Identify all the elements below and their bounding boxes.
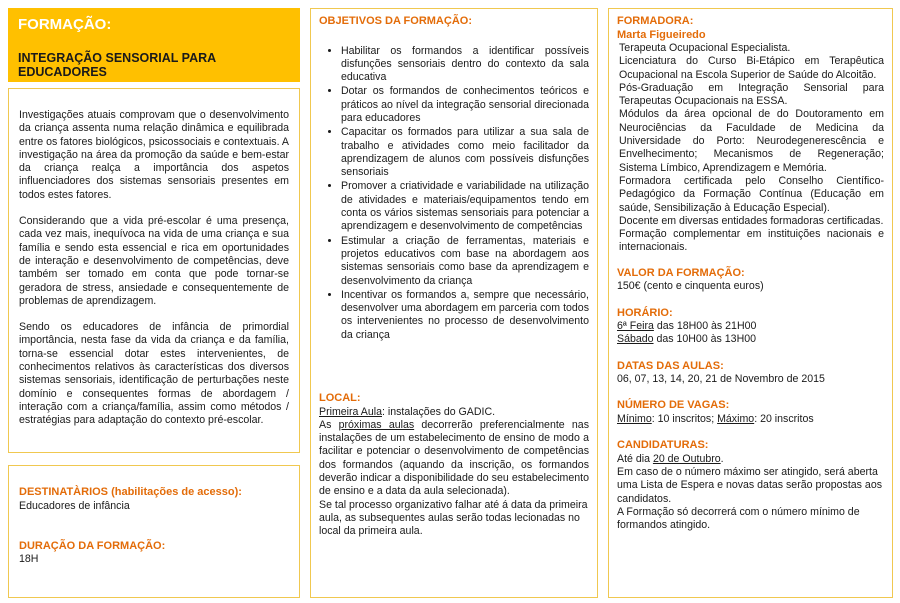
objetivos-list [319,45,589,343]
objectives-local-box [310,8,598,598]
course-header [8,8,300,82]
datas-heading: DATAS DAS AULAS: [617,359,724,372]
duracao-value: 18H [19,553,39,566]
local-next-text: decorrerão preferencialmente nas instalações de um estabelecimento de ensino de modo a facilitar e potenciar o desenvolvimento de competências dos formandos (aquando da inscrição, os formandos deverão indicar a disponibilidade do seu estabelecimento de ensino e a data da aula selecionada). [319,418,589,498]
vagas-max-label: Máximo [717,412,755,425]
candidaturas-waitlist: Em caso de o número máximo ser atingido, será aberta uma Lista de Espera e novas datas serão propostas aos candidatos. [617,466,883,505]
bio-line: Docente em diversas entidades formadoras certificadas. [619,214,884,227]
candidaturas-prefix: Até dia [617,452,653,465]
local-first-label: Primeira Aula [319,405,382,418]
horario-line-1 [617,320,884,333]
audience-duration-box [8,465,300,598]
destinatarios-value: Educadores de infância [19,499,130,512]
intro-box [8,88,300,453]
local-first-text: : instalações do GADIC. [382,405,496,418]
trainer-info-box [608,8,893,598]
header-title: FORMAÇÃO: [18,16,112,33]
bio-line: Terapeuta Ocupacional Especialista. [619,42,791,54]
horario-line-2 [617,333,884,346]
formadora-heading: FORMADORA: [617,15,694,27]
intro-paragraph-2: Considerando que a vida pré-escolar é uma presença, cada vez mais, inequívoca na vida de uma criança e sua família e sendo esta essencial e rica em oportunidades de interação e desenvolvimento de competências, deve também ser tomado em conta que pode tornar-se geradora de stress, ansiedade e consequentemente de problemas de aprendizagem. [19,215,289,307]
local-fallback: Se tal processo organizativo falhar até á data da primeira aula, as subsequentes aulas serão todas lecionadas no local da primeira aula. [319,498,588,538]
duracao-heading: DURAÇÃO DA FORMAÇÃO: [19,539,166,552]
candidaturas-heading: CANDIDATURAS: [617,439,709,452]
vagas-max-value: : 20 inscritos [754,412,814,425]
objetivo-item: • Habilitar os formandos a identificar possíveis disfunções sensoriais dentro do contexto da sala educativa [341,45,589,85]
objetivo-item: • Estimular a criação de ferramentas, materiais e projetos educativos com base na abordagem aos sistemas sensoriais como base da aprendizagem e desenvolvimento da criança [341,235,589,288]
local-first [319,406,589,419]
vagas-min-value: : 10 inscritos; [651,412,718,425]
horario-time-2: das 10H00 às 13H00 [653,333,757,346]
objetivo-item: • Dotar os formandos de conhecimentos teóricos e práticos ao nível da integração sensorial direcionada para educadores [341,85,589,125]
candidaturas-deadline: 20 de Outubro [652,452,721,465]
objetivo-item: • Capacitar os formados para utilizar a sua sala de trabalho e atividades como meio facilitador da aprendizagem de alunos com possíveis disfunções sensoriais [341,126,589,179]
horario-heading: HORÁRIO: [617,306,673,319]
formadora-name: Marta Figueiredo [617,28,706,41]
destinatarios-heading: DESTINATÀRIOS (habilitações de acesso): [19,486,242,498]
intro-paragraph-1: Investigações atuais comprovam que o desenvolvimento da criança assenta numa relação dinâmica e equilibrada entre os fatores biológicos, psicossociais e contextuais. A investigação na área da promoção da saúde e bem-estar da criança realça a importância dos aspetos influenciadores dos sistemas sensoriais presentes em todos estes fatores. [19,109,289,201]
bio-line: Módulos da área opcional de do Doutoramento em Neurociências da Faculdade de Medicina da Universidade do Porto: Neurodegenerescência e Envelhecimento; Mecanismos de Regeneração; Sistema Límbico, Aprendizagem e Memória. [619,108,884,174]
candidaturas-deadline-line [617,453,884,466]
vagas-min-label: Mínimo [617,412,652,425]
vagas-heading: NÚMERO DE VAGAS: [617,399,730,412]
vagas-value [617,413,884,426]
horario-day-2: Sábado [617,333,654,346]
bio-line: Licenciatura do Curso Bi-Etápico em Terapêutica Ocupacional na Escola Superior de Saúde do Alcoitão. [619,55,884,81]
valor-value: 150€ (cento e cinquenta euros) [617,280,764,293]
local-next-prefix: As [319,418,339,431]
local-next-label: próximas aulas [338,418,415,431]
candidaturas-minimum: A Formação só decorrerá com o número mínimo de formandos atingido. [617,505,860,532]
intro-paragraph-3: Sendo os educadores de infância de primordial importância, nesta fase da vida da criança e da família, torna-se essencial dotar estes intervenientes, de conhecimentos relativos às características dos diversos sistemas sensoriais, identificação de perturbações neste domínio e consequentes formas de abordagem / interação com a criança/família, assim como métodos / estratégias para adaptação do contexto pré-escolar. [19,321,289,427]
bio-line: Formadora certificada pelo Conselho Científico-Pedagógico da Formação Contínua (Educação em saúde, Sensibilização à Educação Especial). [619,174,884,214]
datas-value: 06, 07, 13, 14, 20, 21 de Novembro de 2015 [617,373,825,386]
bio-line: Formação complementar em instituições nacionais e internacionais. [619,228,884,254]
local-next [319,419,589,499]
candidaturas-suffix: . [720,452,724,465]
local-section [319,392,589,538]
objetivo-item: • Promover a criatividade e variabilidade na utilização de atividades e materiais/equipamentos tendo em conta os vários sistemas sensoriais para potenciar a aprendizagem e desenvolvimento de competências [341,180,589,233]
formadora-bio [617,42,884,255]
header-subtitle: INTEGRAÇÃO SENSORIAL PARA EDUCADORES [18,51,216,79]
bio-line: Pós-Graduação em Integração Sensorial para Terapeutas Ocupacionais na ESSA. [619,81,884,108]
horario-time-1: das 18H00 às 21H00 [653,320,757,333]
objetivos-heading: OBJETIVOS DA FORMAÇÃO: [319,15,472,27]
local-heading: LOCAL: [319,392,361,404]
objetivo-item: • Incentivar os formandos a, sempre que necessário, desenvolver uma abordagem em parceria com todos os intervenientes no processo de desenvolvimento da criança [341,289,589,342]
horario-day-1: 6ª Feira [617,320,654,333]
valor-heading: VALOR DA FORMAÇÃO: [617,266,745,279]
